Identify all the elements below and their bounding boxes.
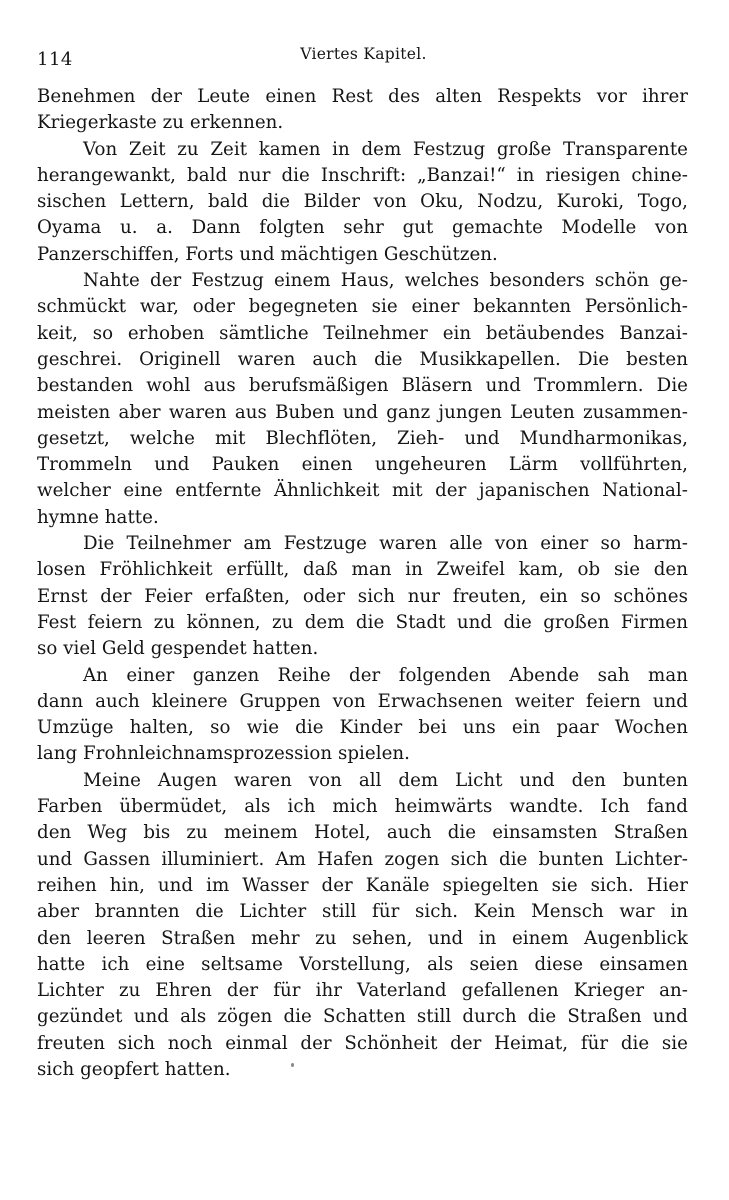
text-line: Nahte der Festzug einem Haus, welches besonders schön ge-	[83, 270, 688, 292]
body-text	[37, 84, 688, 1083]
text-line: Ernst der Feier erfaßten, oder sich nur freuten, ein so schönes	[37, 585, 688, 607]
text-line: An einer ganzen Reihe der folgenden Abende sah man	[83, 664, 688, 686]
page-number: 114	[37, 49, 73, 70]
text-line: dann auch kleinere Gruppen von Erwachsenen weiter feiern und	[37, 690, 688, 712]
text-line: Umzüge halten, so wie die Kinder bei uns ein paar Wochen	[37, 717, 688, 739]
text-line: Von Zeit zu Zeit kamen in dem Festzug große Transparente	[83, 138, 688, 160]
text-line: Panzerschiffen, Forts und mächtigen Geschützen.	[37, 243, 498, 265]
text-line: Trommeln und Pauken einen ungeheuren Lärm vollführten,	[37, 454, 688, 476]
text-line: hymne hatte.	[37, 506, 159, 528]
text-line: keit, so erhoben sämtliche Teilnehmer ein betäubendes Banzai-	[37, 322, 688, 344]
text-line: reihen hin, und im Wasser der Kanäle spiegelten sie sich. Hier	[37, 874, 688, 896]
text-line: freuten sich noch einmal der Schönheit der Heimat, für die sie	[37, 1032, 688, 1054]
text-line: meisten aber waren aus Buben und ganz jungen Leuten zusammen-	[37, 401, 688, 423]
text-line: so viel Geld gespendet hatten.	[37, 638, 319, 660]
text-line: gezündet und als zögen die Schatten still durch die Straßen und	[37, 1006, 688, 1028]
text-line: Kriegerkaste zu erkennen.	[37, 112, 284, 134]
text-line: Die Teilnehmer am Festzuge waren alle von einer so harm-	[83, 533, 688, 555]
text-line: gesetzt, welche mit Blechflöten, Zieh- und Mundharmonikas,	[37, 427, 688, 449]
running-head: Viertes Kapitel.	[300, 45, 427, 63]
text-line: lang Frohnleichnamsprozession spielen.	[37, 743, 411, 765]
text-line: bestanden wohl aus berufsmäßigen Bläsern und Trommlern. Die	[37, 375, 688, 397]
text-line: Lichter zu Ehren der für ihr Vaterland gefallenen Krieger an-	[37, 980, 688, 1002]
text-line: den Weg bis zu meinem Hotel, auch die einsamsten Straßen	[37, 822, 688, 844]
text-line: Benehmen der Leute einen Rest des alten Respekts vor ihrer	[37, 86, 688, 107]
text-line: sich geopfert hatten.	[37, 1058, 231, 1080]
text-line: Oyama u. a. Dann folgten sehr gut gemachte Modelle von	[37, 217, 688, 239]
text-line: losen Fröhlichkeit erfüllt, daß man in Zweifel kam, ob sie den	[37, 559, 688, 581]
page-header	[37, 43, 690, 69]
text-line: hatte ich eine seltsame Vorstellung, als seien diese einsamen	[37, 953, 688, 975]
text-line: sischen Lettern, bald die Bilder von Oku, Nodzu, Kuroki, Togo,	[37, 191, 688, 213]
text-line: welcher eine entfernte Ähnlichkeit mit der japanischen National-	[37, 480, 688, 502]
text-line: aber brannten die Lichter still für sich. Kein Mensch war in	[37, 901, 688, 923]
text-line: geschrei. Originell waren auch die Musikkapellen. Die besten	[37, 348, 688, 370]
print-speck	[291, 1063, 294, 1067]
text-line: herangewankt, bald nur die Inschrift: „Banzai!“ in riesigen chine-	[37, 164, 688, 186]
text-line: schmückt war, oder begegneten sie einer bekannten Persönlich-	[37, 296, 688, 318]
text-line: Fest feiern zu können, zu dem die Stadt und die großen Firmen	[37, 611, 688, 633]
text-line: Farben übermüdet, als ich mich heimwärts wandte. Ich fand	[37, 796, 688, 818]
text-line: den leeren Straßen mehr zu sehen, und in einem Augenblick	[37, 927, 688, 949]
text-line: Meine Augen waren von all dem Licht und den bunten	[83, 769, 688, 791]
text-line: und Gassen illuminiert. Am Hafen zogen sich die bunten Lichter-	[37, 848, 688, 870]
